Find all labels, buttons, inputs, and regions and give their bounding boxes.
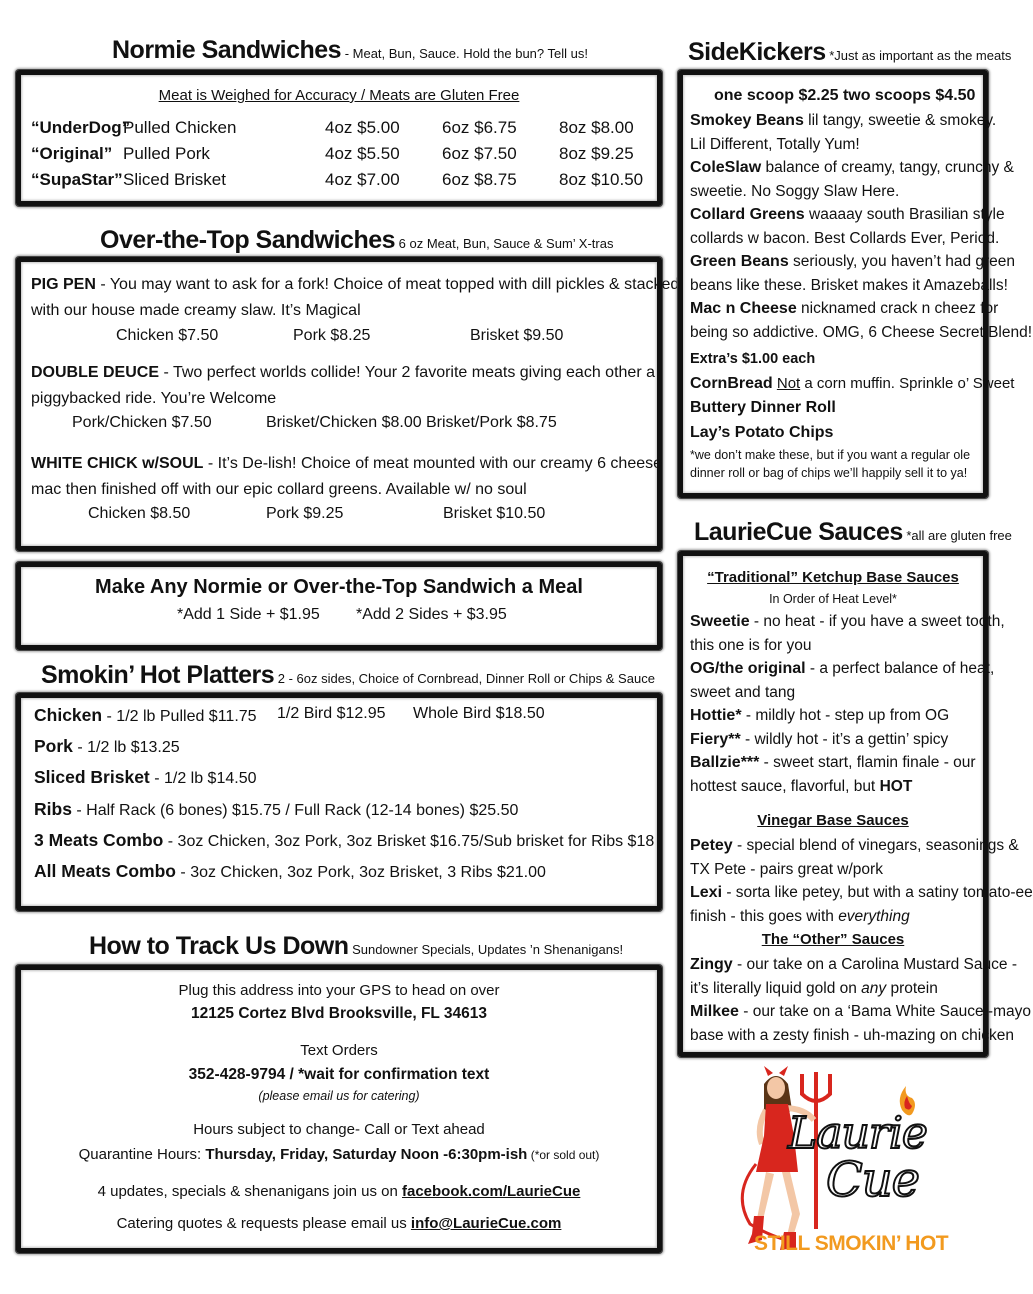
- sauce-lexi: Lexi - sorta like petey, but with a satiny tomato-ee: [690, 884, 1033, 901]
- logo-line-2: Cue: [826, 1152, 920, 1208]
- ott-item-desc2: with our house made creamy slaw. It’s Magical: [31, 302, 361, 319]
- platters-subtitle: 2 - 6oz sides, Choice of Cornbread, Dinner Roll or Chips & Sauce: [274, 671, 655, 686]
- normie-row-price-4oz: 4oz $5.00: [325, 118, 400, 137]
- platters-heading: [41, 661, 655, 690]
- track-title: How to Track Us Down: [89, 932, 349, 960]
- sauce-fiery: Fiery** - wildly hot - it’s a gettin’ spicy: [690, 730, 949, 748]
- sauces-heading: [694, 518, 1012, 547]
- normie-row-name: “Original”: [31, 144, 113, 163]
- platter-item: Sliced Brisket - 1/2 lb $14.50: [34, 767, 257, 787]
- platter-name: Chicken: [34, 705, 103, 725]
- track-catering-note: (please email us for catering): [258, 1089, 420, 1103]
- laurie-cue-logo: [726, 1064, 956, 1270]
- sauce-list-other: Zingy - our take on a Carolina Mustard Sauce - it’s literally liquid gold on any protein Milkee - our take on a ‘Bama White Sauce -mayo base with a zesty finish - uh-mazing on chicken: [690, 953, 980, 1047]
- facebook-link[interactable]: facebook.com/LaurieCue: [401, 1183, 581, 1200]
- side-name: Collard Greens: [690, 206, 805, 223]
- ott-item-name: PIG PEN: [31, 276, 96, 293]
- sauce-og: OG/the original - a perfect balance of heat,: [690, 660, 995, 677]
- track-facebook: 4 updates, specials & shenanigans join us on facebook.com/LaurieCue: [97, 1183, 581, 1200]
- normie-title: Normie Sandwiches: [112, 36, 342, 64]
- normie-row-price-6oz: 6oz $8.75: [442, 170, 517, 189]
- sauce-ballzie: Ballzie*** - sweet start, flamin finale - our: [690, 754, 976, 771]
- ott-item-desc1: WHITE CHICK w/SOUL - It’s De-lish! Choice of meat mounted with our creamy 6 cheese: [31, 455, 663, 472]
- normie-row-meat: Sliced Brisket: [123, 170, 226, 189]
- normie-row-price-8oz: 8oz $9.25: [559, 144, 634, 163]
- ott-item-desc2: mac then finished off with our epic collard greens. Available w/ no soul: [31, 481, 527, 498]
- normie-row-meat: Pulled Pork: [123, 144, 210, 163]
- platter-name: Pork: [34, 736, 73, 756]
- normie-row-price-8oz: 8oz $8.00: [559, 118, 634, 137]
- sauce-milkee: Milkee - our take on a ‘Bama White Sauce -mayo: [690, 1003, 1031, 1020]
- track-hours-note: Hours subject to change- Call or Text ahead: [193, 1121, 485, 1138]
- normie-row-price-8oz: 8oz $10.50: [559, 170, 644, 189]
- normie-heading: [112, 36, 588, 65]
- track-text-orders: Text Orders: [300, 1042, 378, 1059]
- track-heading: [89, 932, 623, 961]
- ott-item-name: WHITE CHICK w/SOUL: [31, 455, 204, 472]
- track-phone: 352-428-9794 / *wait for confirmation text: [188, 1066, 490, 1083]
- sauces-subtitle: *all are gluten free: [902, 528, 1012, 543]
- platter-item: Ribs - Half Rack (6 bones) $15.75 / Full Rack (12-14 bones) $25.50: [34, 799, 519, 819]
- platter-price: 1/2 Bird $12.95: [277, 705, 386, 722]
- sides-heading: [688, 38, 1011, 67]
- platter-name: All Meats Combo: [34, 861, 176, 881]
- ott-price: Chicken $8.50: [88, 505, 191, 522]
- platter-name: Sliced Brisket: [34, 767, 150, 787]
- extra-dinner-roll: Buttery Dinner Roll: [690, 399, 836, 416]
- sauces-title: LaurieCue Sauces: [694, 518, 903, 546]
- ott-price: Pork $9.25: [266, 505, 344, 522]
- platter-item: 3 Meats Combo - 3oz Chicken, 3oz Pork, 3oz Brisket $16.75/Sub brisket for Ribs $18: [34, 830, 655, 850]
- extras-note: dinner roll or bag of chips we’ll happily sell it to ya!: [690, 466, 968, 480]
- ott-price: Brisket $10.50: [443, 505, 546, 522]
- trad-subtitle: In Order of Heat Level*: [769, 592, 897, 606]
- platter-name: Ribs: [34, 799, 72, 819]
- side-name: Mac n Cheese: [690, 300, 797, 317]
- platters-title: Smokin’ Hot Platters: [41, 661, 275, 689]
- ott-price: Pork $8.25: [293, 327, 371, 344]
- extra-cornbread: CornBread Not a corn muffin. Sprinkle o’ Sweet: [690, 375, 1015, 392]
- sauce-list-vinegar: Petey - special blend of vinegars, seasonings & TX Pete - pairs great w/pork Lexi - sorta like petey, but with a satiny tomato-ee finish - this goes with everything: [690, 834, 980, 928]
- normie-row-price-4oz: 4oz $7.00: [325, 170, 400, 189]
- ott-item-desc1: PIG PEN - You may want to ask for a fork! Choice of meat topped with dill pickles & stacked: [31, 276, 680, 293]
- ott-item-desc1: DOUBLE DEUCE - Two perfect worlds collide! Your 2 favorite meats giving each other a: [31, 364, 655, 381]
- extras-note: *we don’t make these, but if you want a regular ole: [690, 448, 971, 462]
- sauce-zingy: Zingy - our take on a Carolina Mustard Sauce -: [690, 956, 1017, 973]
- meal-option-1: *Add 1 Side + $1.95: [177, 606, 320, 623]
- normie-row-price-6oz: 6oz $6.75: [442, 118, 517, 137]
- track-gps-text: Plug this address into your GPS to head on over: [178, 982, 500, 999]
- normie-row-name: “UnderDog”: [31, 118, 131, 137]
- side-item: Smokey Beans lil tangy, sweetie & smokey. Lil Different, Totally Yum! ColeSlaw balance of creamy, tangy, crunchy & sweetie. No Soggy Slaw Here. Collard Greens waaaay south Brasilian style collards w bacon. Best Collards Ever, Period. Green Beans seriously, you haven’t had green beans like these. Brisket makes it Amazeballs! Mac n Cheese nicknamed crack n cheez for being so addictive. OMG, 6 Cheese Secret Blend!: [690, 112, 1033, 341]
- email-link[interactable]: info@LaurieCue.com: [410, 1215, 562, 1232]
- track-hours: Quarantine Hours: Thursday, Friday, Saturday Noon -6:30pm-ish (*or sold out): [78, 1146, 600, 1163]
- sauce-sweetie: Sweetie - no heat - if you have a sweet tooth,: [690, 613, 1005, 630]
- normie-row-price-4oz: 4oz $5.50: [325, 144, 400, 163]
- sauce-list-trad: Sweetie - no heat - if you have a sweet tooth, this one is for you OG/the original - a perfect balance of heat, sweet and tang Hottie* - mildly hot - step up from OG Fiery** - wildly hot - it’s a gettin’ spicy Ballzie*** - sweet start, flamin finale - our hottest sauce, flavorful, but HOT: [690, 610, 980, 798]
- ott-heading: [100, 226, 613, 255]
- trad-title: “Traditional” Ketchup Base Sauces: [707, 569, 959, 586]
- ott-item-name: DOUBLE DEUCE: [31, 364, 160, 381]
- extras-title: Extra’s $1.00 each: [690, 351, 816, 367]
- normie-row-meat: Pulled Chicken: [123, 118, 237, 137]
- ott-price: Brisket/Pork $8.75: [426, 414, 557, 431]
- normie-note: Meat is Weighed for Accuracy / Meats are Gluten Free: [158, 87, 520, 104]
- sauce-petey: Petey - special blend of vinegars, seasonings &: [690, 837, 1019, 854]
- logo-line-1: Laurie: [788, 1108, 927, 1159]
- platter-item: Pork - 1/2 lb $13.25: [34, 736, 180, 756]
- platter-item: All Meats Combo - 3oz Chicken, 3oz Pork, 3oz Brisket, 3 Ribs $21.00: [34, 861, 546, 881]
- ott-title: Over-the-Top Sandwiches: [100, 226, 396, 254]
- ott-price: Brisket $9.50: [470, 327, 564, 344]
- logo-tagline: STILL SMOKIN’ HOT: [754, 1232, 949, 1255]
- ott-price: Pork/Chicken $7.50: [72, 414, 212, 431]
- track-email: Catering quotes & requests please email us info@LaurieCue.com: [116, 1215, 562, 1232]
- normie-row-price-6oz: 6oz $7.50: [442, 144, 517, 163]
- ott-price: Chicken $7.50: [116, 327, 219, 344]
- sides-title: SideKickers: [688, 38, 826, 66]
- sauce-hottie: Hottie* - mildly hot - step up from OG: [690, 707, 950, 724]
- sides-subtitle: *Just as important as the meats: [825, 48, 1012, 63]
- platter-price: Whole Bird $18.50: [413, 705, 545, 722]
- platter-name: 3 Meats Combo: [34, 830, 164, 850]
- vinegar-title: Vinegar Base Sauces: [757, 812, 909, 829]
- side-name: ColeSlaw: [690, 159, 762, 176]
- sides-price: one scoop $2.25 two scoops $4.50: [714, 87, 976, 104]
- ott-subtitle: 6 oz Meat, Bun, Sauce & Sum’ X-tras: [395, 236, 614, 251]
- track-subtitle: Sundowner Specials, Updates ’n Shenanigans!: [348, 942, 624, 957]
- meal-option-2: *Add 2 Sides + $3.95: [356, 606, 507, 623]
- side-name: Green Beans: [690, 253, 789, 270]
- side-name: Smokey Beans: [690, 112, 804, 129]
- ott-item-desc2: piggybacked ride. You’re Welcome: [31, 390, 277, 407]
- normie-subtitle: - Meat, Bun, Sauce. Hold the bun? Tell us!: [341, 46, 588, 61]
- meal-title: Make Any Normie or Over-the-Top Sandwich a Meal: [95, 576, 583, 598]
- track-address: 12125 Cortez Blvd Brooksville, FL 34613: [190, 1005, 488, 1022]
- other-title: The “Other” Sauces: [761, 931, 905, 948]
- extra-chips: Lay’s Potato Chips: [690, 424, 834, 441]
- normie-row-name: “SupaStar”: [31, 170, 123, 189]
- ott-price: Brisket/Chicken $8.00: [266, 414, 422, 431]
